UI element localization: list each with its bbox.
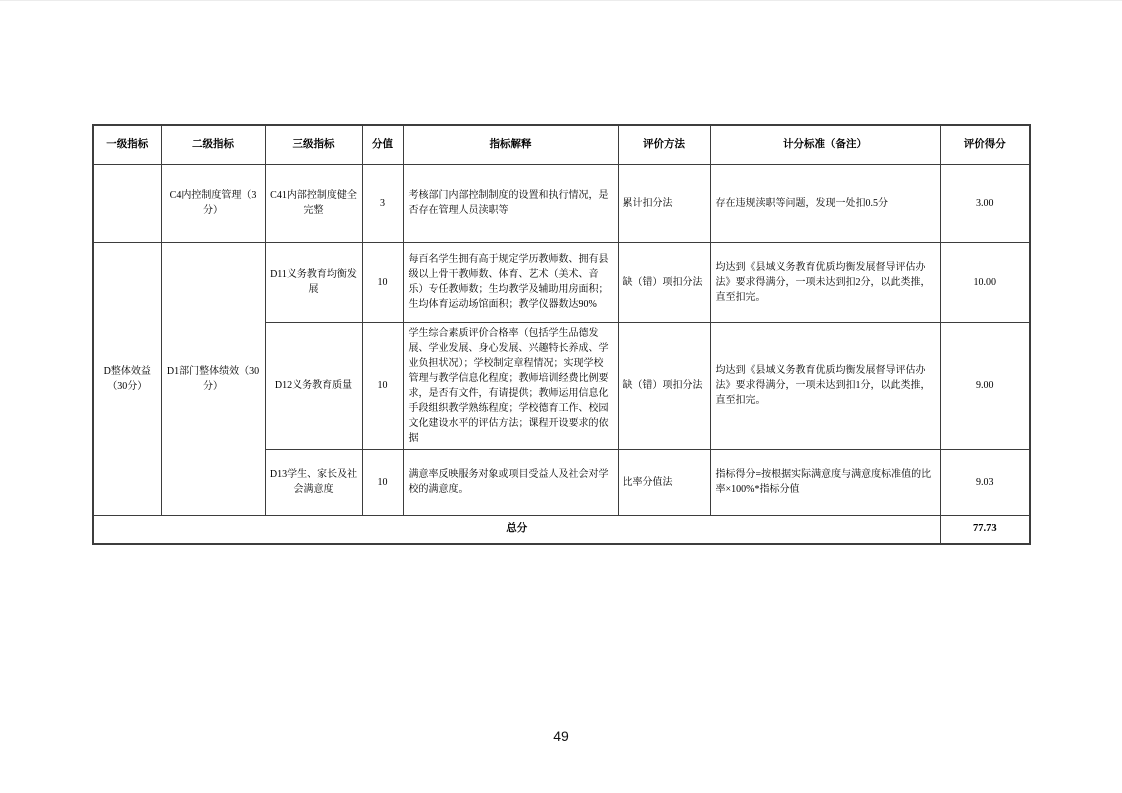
cell-standard: 均达到《县域义务教育优质均衡发展督导评估办法》要求得满分，一项未达到扣1分，以此类推，直至扣完。 (710, 322, 940, 449)
cell-method: 累计扣分法 (618, 164, 710, 242)
cell-explanation: 满意率反映服务对象或项目受益人及社会对学校的满意度。 (403, 449, 618, 515)
header-evaluation-method: 评价方法 (618, 125, 710, 164)
header-evaluation-score: 评价得分 (940, 125, 1030, 164)
table-row-total (93, 515, 1030, 544)
cell-method: 缺（错）项扣分法 (618, 322, 710, 449)
cell-points: 10 (362, 322, 403, 449)
cell-explanation: 每百名学生拥有高于规定学历教师数、拥有县级以上骨干教师数、体育、艺术（美术、音乐）专任教师数；生均教学及辅助用房面积；生均体育运动场馆面积；教学仪器数达90% (403, 242, 618, 322)
cell-level3: D13学生、家长及社会满意度 (265, 449, 362, 515)
cell-explanation: 考核部门内部控制制度的设置和执行情况，是否存在管理人员渎职等 (403, 164, 618, 242)
cell-level3: C41内部控制度健全完整 (265, 164, 362, 242)
cell-score: 10.00 (940, 242, 1030, 322)
total-label: 总分 (93, 515, 940, 544)
cell-level1 (93, 164, 161, 242)
cell-points: 10 (362, 449, 403, 515)
header-scoring-standard: 计分标准（备注） (710, 125, 940, 164)
cell-level3: D11义务教育均衡发展 (265, 242, 362, 322)
cell-method: 缺（错）项扣分法 (618, 242, 710, 322)
cell-level1-merged: D整体效益（30分） (93, 242, 161, 515)
cell-score: 9.00 (940, 322, 1030, 449)
cell-explanation: 学生综合素质评价合格率（包括学生品德发展、学业发展、身心发展、兴趣特长养成、学业负担状况）；学校制定章程情况；实现学校管理与教学信息化程度；教师培训经费比例要求，是否有文件，有请提供；教师运用信息化手段组织教学熟练程度；学校德育工作、校园文化建设水平的评估方法；课程开设要求的依据 (403, 322, 618, 449)
cell-points: 3 (362, 164, 403, 242)
table-row-d11 (93, 242, 1030, 322)
cell-level2-merged: D1部门整体绩效（30分） (161, 242, 265, 515)
cell-score: 9.03 (940, 449, 1030, 515)
cell-method: 比率分值法 (618, 449, 710, 515)
cell-standard: 均达到《县域义务教育优质均衡发展督导评估办法》要求得满分，一项未达到扣2分，以此类推，直至扣完。 (710, 242, 940, 322)
cell-level3: D12义务教育质量 (265, 322, 362, 449)
cell-points: 10 (362, 242, 403, 322)
cell-standard: 存在违规渎职等问题，发现一处扣0.5分 (710, 164, 940, 242)
cell-score: 3.00 (940, 164, 1030, 242)
evaluation-table (92, 124, 1031, 545)
header-level3-indicator: 三级指标 (265, 125, 362, 164)
total-score: 77.73 (940, 515, 1030, 544)
table-row-c41 (93, 164, 1030, 242)
header-level1-indicator: 一级指标 (93, 125, 161, 164)
cell-level2: C4内控制度管理（3分） (161, 164, 265, 242)
header-level2-indicator: 二级指标 (161, 125, 265, 164)
table-header-row (93, 125, 1030, 164)
page-number: 49 (553, 728, 569, 744)
header-points: 分值 (362, 125, 403, 164)
header-indicator-explanation: 指标解释 (403, 125, 618, 164)
cell-standard: 指标得分=按根据实际满意度与满意度标准值的比率×100%*指标分值 (710, 449, 940, 515)
